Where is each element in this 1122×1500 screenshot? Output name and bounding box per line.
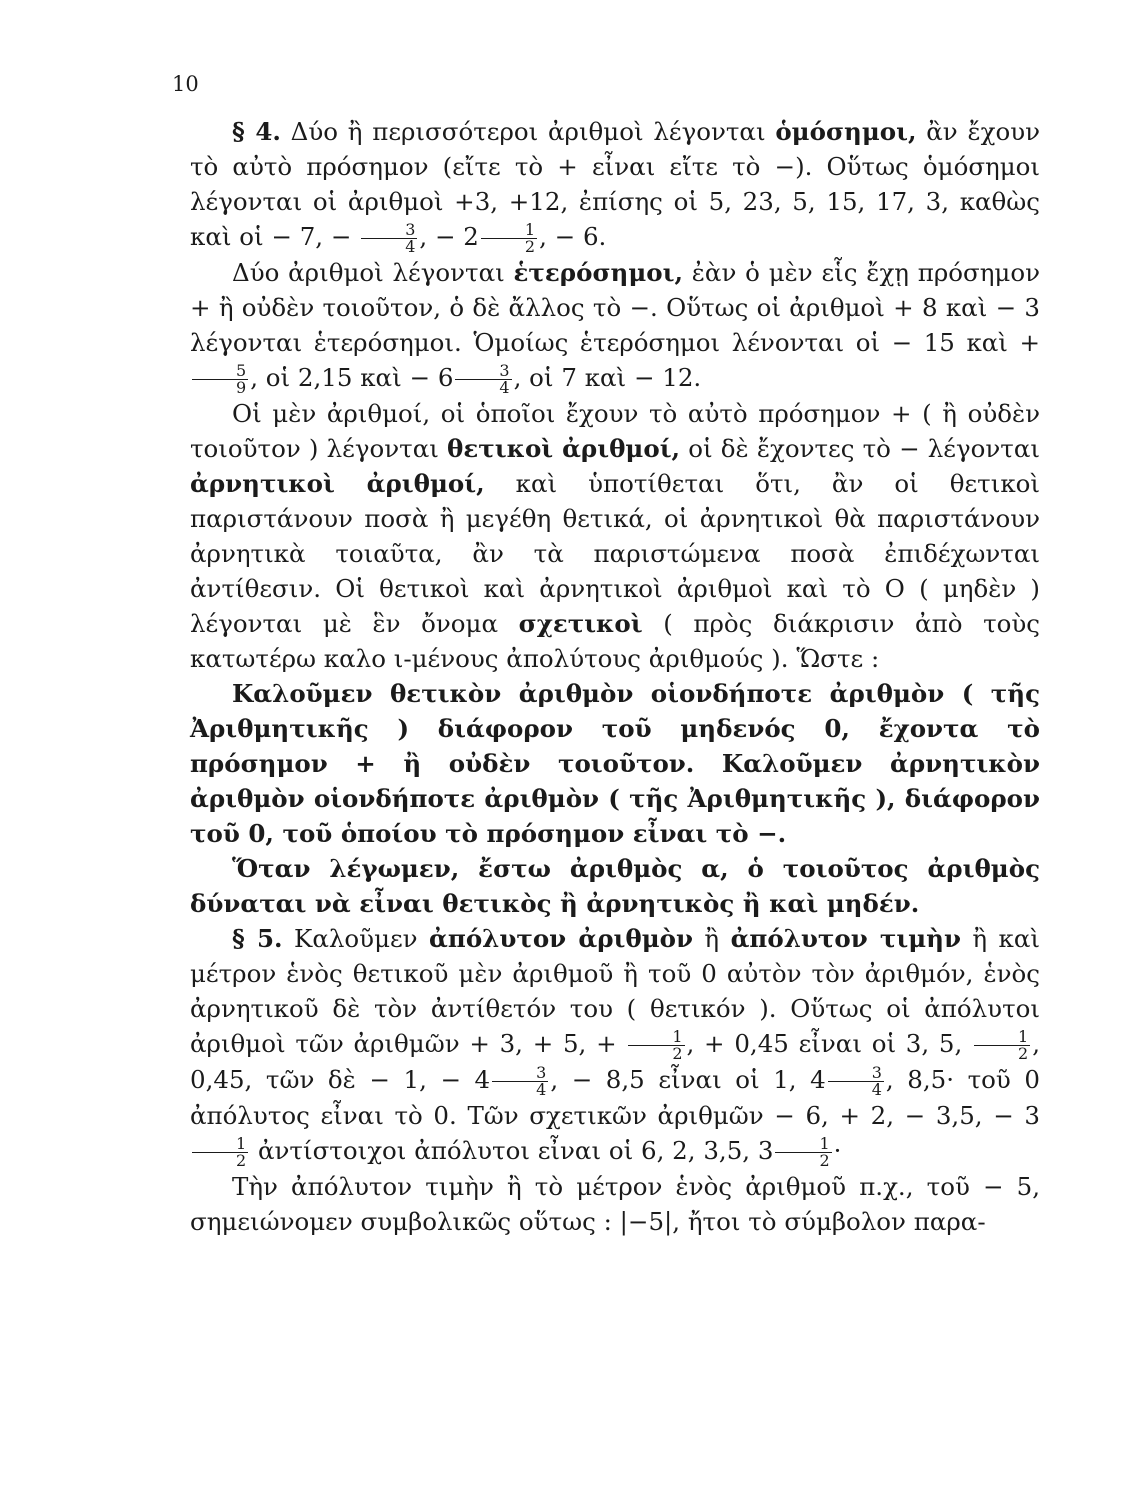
fraction-denominator: 2	[628, 1045, 684, 1062]
fraction-numerator: 3	[871, 1063, 882, 1082]
text-run: , οἱ 2,15 καὶ − 6	[250, 363, 454, 392]
section-mark-5: § 5.	[232, 924, 283, 953]
text-run: ( πρὸς διάκρισιν ἀπὸ τοὺς κατωτέρω καλο ι-μένους ἀπολύτους ἀριθμούς ). Ὥστε :	[190, 609, 1040, 673]
fraction-numerator: 1	[819, 1134, 830, 1153]
text-run: Τὴν ἀπόλυτον τιμὴν ἢ τὸ μέτρον ἑνὸς ἀριθμοῦ π.χ., τοῦ − 5, σημειώνομεν συμβολικῶς οὕτως : |−5|, ἤτοι τὸ σύμβολον παρα-	[190, 1172, 1040, 1236]
fraction	[775, 1136, 831, 1169]
paragraph-s4-positive-negative	[190, 396, 1040, 676]
text-run: ·	[833, 1136, 842, 1165]
fraction-denominator: 2	[192, 1152, 248, 1169]
page-body	[190, 114, 1040, 1239]
text-run: , − 8,5 εἶναι οἱ 1, 4	[550, 1065, 826, 1094]
text-run: , − 2	[419, 222, 479, 251]
section-mark-4: § 4.	[232, 117, 281, 146]
fraction-numerator: 1	[672, 1027, 683, 1046]
fraction-denominator: 4	[455, 379, 511, 396]
fraction	[192, 363, 248, 396]
fraction	[361, 222, 417, 255]
term-negative-numbers: ἀρνητικοὶ ἀριθμοί,	[190, 469, 485, 498]
fraction-numerator: 5	[236, 361, 247, 380]
fraction	[628, 1029, 684, 1062]
text-run: , + 0,45 εἶναι οἱ 3, 5,	[686, 1029, 973, 1058]
fraction	[492, 1065, 548, 1098]
term-heterosemoi: ἑτερόσημοι,	[513, 258, 683, 287]
fraction-denominator: 4	[828, 1081, 884, 1098]
text-run: Οἱ μὲν ἀριθμοί, οἱ ὁποῖοι ἔχουν τὸ αὐτὸ πρόσημον + ( ἢ οὐδὲν τοιοῦτον ) λέγονται	[190, 399, 1040, 463]
fraction-numerator: 3	[536, 1063, 547, 1082]
text-run: , 0,45, τῶν δὲ − 1, − 4	[190, 1029, 1040, 1094]
fraction	[481, 222, 537, 255]
paragraph-s4-heterosemoi	[190, 255, 1040, 396]
text-run: , − 6.	[539, 222, 607, 251]
fraction-denominator: 2	[481, 238, 537, 255]
fraction-numerator: 1	[236, 1134, 247, 1153]
text-run: ἢ καὶ μέτρον ἑνὸς θετικοῦ μὲν ἀριθμοῦ ἢ τοῦ 0 αὐτὸν τὸν ἀριθμόν, ἑνὸς ἀρνητικοῦ δὲ τὸν ἀντίθετόν του ( θετικόν ). Οὕτως οἱ ἀπόλυτοι ἀριθμοὶ τῶν ἀριθμῶν + 3, + 5, +	[190, 924, 1041, 1058]
term-relative: σχετικοὶ	[518, 609, 643, 638]
page-number: 10	[172, 72, 199, 96]
term-homosemoi: ὁμόσημοι,	[775, 117, 917, 146]
text-run: ἂν ἔχουν τὸ αὐτὸ πρόσημον (εἴτε τὸ + εἶναι εἴτε τὸ −). Οὕτως ὁμόσημοι λέγονται οἱ ἀριθμοὶ +3, +12, ἐπίσης οἱ 5, 23, 5, 15, 17, 3, καθὼς καὶ οἱ − 7, −	[190, 117, 1041, 251]
paragraph-s4-note: Ὅταν λέγωμεν, ἔστω ἀριθμὸς α, ὁ τοιοῦτος ἀριθμὸς δύναται νὰ εἶναι θετικὸς ἢ ἀρνητικὸς ἢ καὶ μηδέν.	[190, 854, 1040, 918]
paragraph-s4-homosemoi	[190, 114, 1040, 255]
term-absolute-number: ἀπόλυτον ἀριθμὸν	[429, 924, 693, 953]
fraction-numerator: 1	[1018, 1027, 1029, 1046]
fraction	[455, 363, 511, 396]
text-run: ἢ	[692, 924, 731, 953]
text-run: , οἱ 7 καὶ − 12.	[513, 363, 702, 392]
term-positive-numbers: θετικοὶ ἀριθμοί,	[447, 434, 681, 463]
text-run: οἱ δὲ ἔχοντες τὸ − λέγονται	[680, 434, 1040, 463]
paragraph-s5-notation	[190, 1169, 1040, 1239]
fraction-numerator: 3	[499, 361, 510, 380]
text-run: Καλοῦμεν	[282, 924, 430, 953]
paragraph-s4-definition: Καλοῦμεν θετικὸν ἀριθμὸν οἱονδήποτε ἀριθμὸν ( τῆς Ἀριθμητικῆς ) διάφορον τοῦ μηδενός 0, ἔχοντα τὸ πρόσημον + ἢ οὐδὲν τοιοῦτον. Καλοῦμεν ἀρνητικὸν ἀριθμὸν οἱονδήποτε ἀριθμὸν ( τῆς Ἀριθμητικῆς ), διάφορον τοῦ 0, τοῦ ὁποίου τὸ πρόσημον εἶναι τὸ −.	[190, 679, 1040, 848]
paragraph-s5-absolute	[190, 921, 1040, 1169]
text-run: ἀντίστοιχοι ἀπόλυτοι εἶναι οἱ 6, 2, 3,5, 3	[250, 1136, 774, 1165]
text-run: ἐὰν ὁ μὲν εἷς ἔχῃ πρόσημον + ἢ οὐδὲν τοιοῦτον, ὁ δὲ ἄλλος τὸ −. Οὕτως οἱ ἀριθμοὶ + 8 καὶ − 3 λέγονται ἑτερόσημοι. Ὁμοίως ἑτερόσημοι λένονται οἱ − 15 καὶ +	[190, 258, 1040, 357]
fraction-denominator: 9	[192, 379, 248, 396]
fraction-denominator: 2	[974, 1045, 1030, 1062]
text-run: , 8,5· τοῦ 0 ἀπόλυτος εἶναι τὸ 0. Τῶν σχετικῶν ἀριθμῶν − 6, + 2, − 3,5, − 3	[190, 1065, 1040, 1130]
fraction-denominator: 2	[775, 1152, 831, 1169]
fraction-denominator: 4	[361, 238, 417, 255]
text-run: Δύο ἢ περισσότεροι ἀριθμοὶ λέγονται	[280, 117, 776, 146]
fraction-numerator: 1	[524, 220, 536, 239]
fraction-numerator: 3	[405, 220, 416, 239]
fraction	[192, 1136, 248, 1169]
term-absolute-value: ἀπόλυτον τιμὴν	[730, 924, 961, 953]
fraction	[828, 1065, 884, 1098]
text-run: καὶ ὑποτίθεται ὅτι, ἂν οἱ θετικοὶ παριστάνουν ποσὰ ἢ μεγέθη θετικά, οἱ ἀρνητικοὶ θὰ παριστάνουν ἀρνητικὰ τοιαῦτα, ἂν τὰ παριστώμενα ποσὰ ἐπιδέχωνται ἀντίθεσιν. Οἱ θετικοὶ καὶ ἀρνητικοὶ ἀριθμοὶ καὶ τὸ Ο ( μηδὲν ) λέγονται μὲ ἓν ὄνομα	[190, 469, 1041, 638]
fraction	[974, 1029, 1030, 1062]
text-run: Δύο ἀριθμοὶ λέγονται	[232, 258, 514, 287]
fraction-denominator: 4	[492, 1081, 548, 1098]
